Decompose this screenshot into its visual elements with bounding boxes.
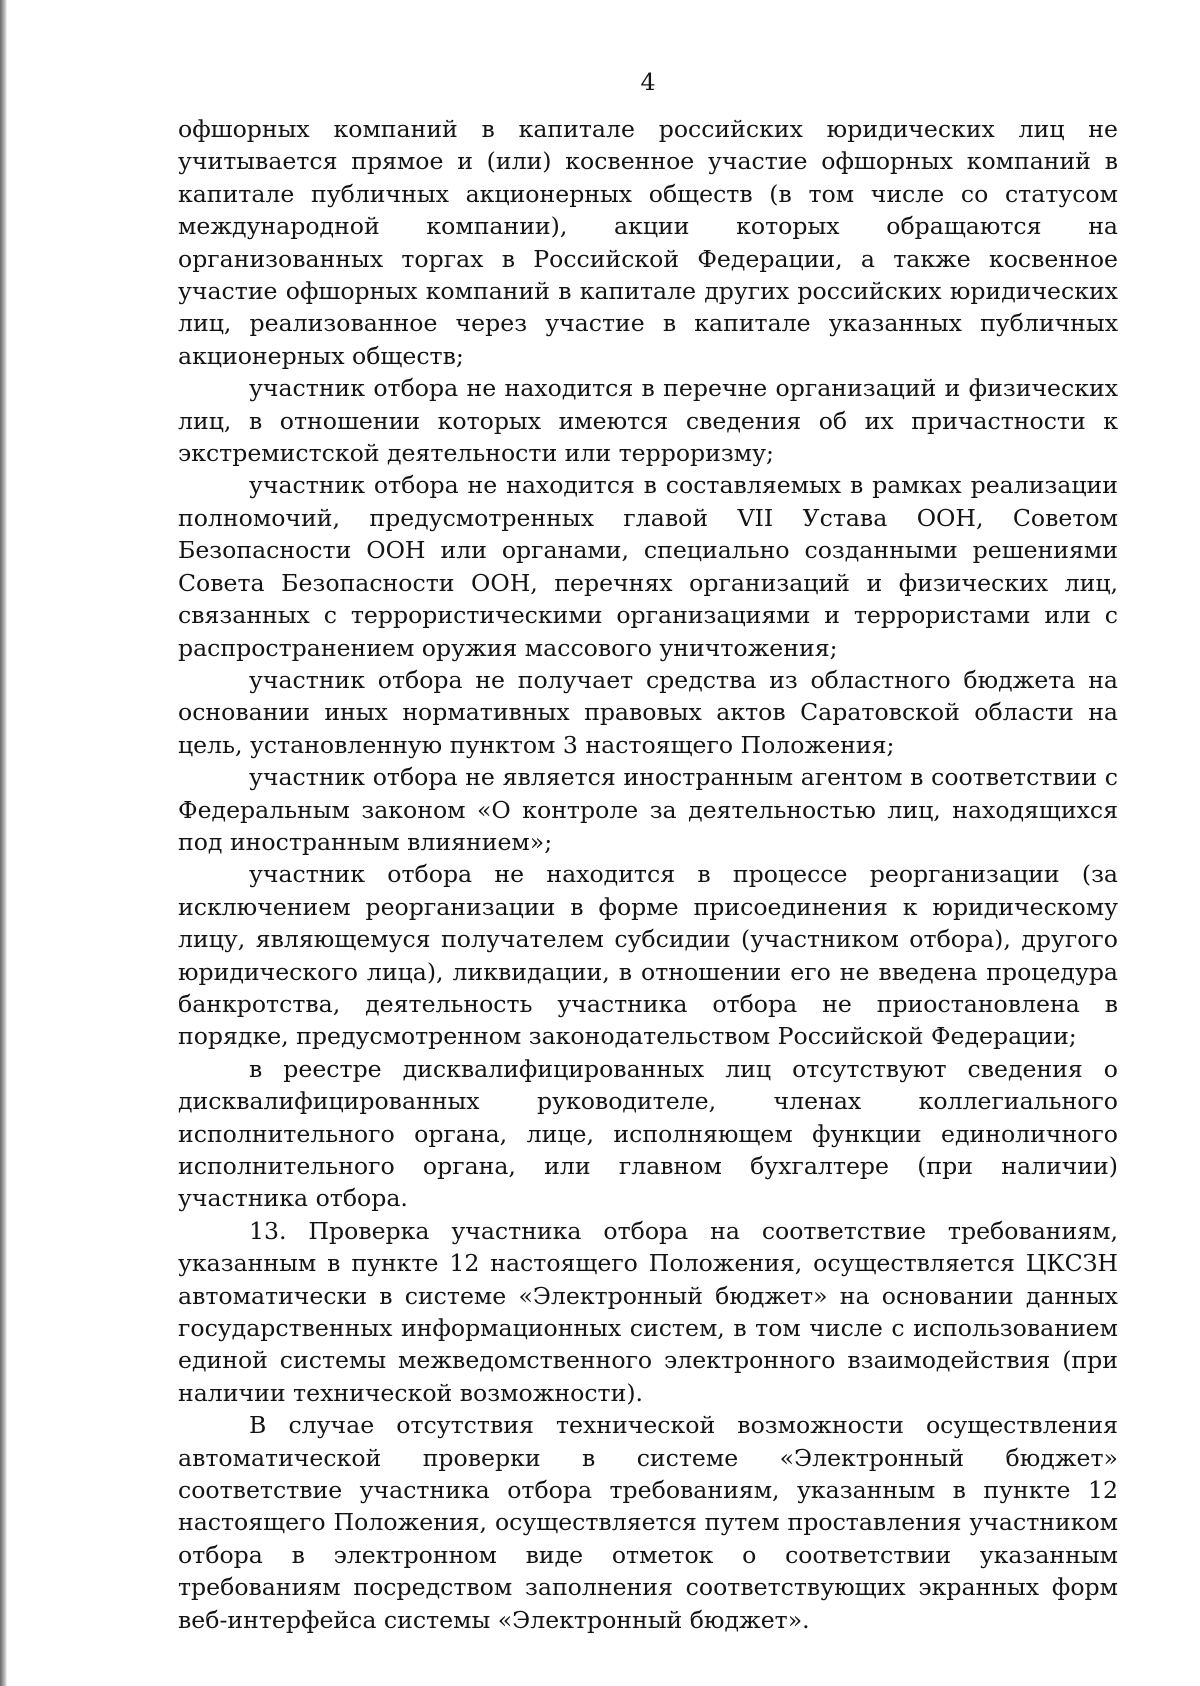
paragraph-offshore-continuation: офшорных компаний в капитале российских юридических лиц не учитывается прямое и (или) косвенное участие офшорных компаний в капитале публичных акционерных обществ (в том числе со статусом международной компании), акции которых обращаются на организованных торгах в Российской Федерации, а также косвенное участие офшорных компаний в капитале других российских юридических лиц, реализованное через участие в капитале указанных публичных акционерных обществ; bbox=[178, 115, 1118, 370]
document-page bbox=[178, 0, 1118, 1686]
paragraph-reorganization: участник отбора не находится в процессе реорганизации (за исключением реорганизации в форме присоединения к юридическому лицу, являющемуся получателем субсидии (участником отбора), другого юридического лица), ликвидации, в отношении его не введена процедура банкротства, деятельность участника отбора не приостановлена в порядке, предусмотренном законодательством Российской Федерации; bbox=[178, 860, 1118, 1051]
paragraph-item-13: 13. Проверка участника отбора на соответствие требованиям, указанным в пункте 12 настоящего Положения, осуществляется ЦКСЗН автоматически в системе «Электронный бюджет» на основании данных государственных информационных систем, в том числе с использованием единой системы межведомственного электронного взаимодействия (при наличии технической возможности). bbox=[178, 1216, 1118, 1407]
paragraph-regional-budget: участник отбора не получает средства из областного бюджета на основании иных нормативных правовых актов Саратовской области на цель, установленную пунктом 3 настоящего Положения; bbox=[178, 665, 1118, 759]
paragraph-extremism-list: участник отбора не находится в перечне организаций и физических лиц, в отношении которых имеются сведения об их причастности к экстремистской деятельности или терроризму; bbox=[178, 374, 1118, 468]
paragraph-foreign-agent: участник отбора не является иностранным агентом в соответствии с Федеральным законом «О контроле за деятельностью лиц, находящихся под иностранным влиянием»; bbox=[178, 763, 1118, 856]
paragraph-un-lists: участник отбора не находится в составляемых в рамках реализации полномочий, предусмотренных главой VII Устава ООН, Советом Безопасности ООН или органами, специально созданными решениями Совета Безопасности ООН, перечнях организаций и физических лиц, связанных с террористическими организациями и террористами или с распространением оружия массового уничтожения; bbox=[178, 471, 1118, 662]
document-body bbox=[178, 113, 1118, 1636]
page-number: 4 bbox=[640, 68, 656, 96]
paragraph-manual-check: В случае отсутствия технической возможности осуществления автоматической проверки в системе «Электронный бюджет» соответствие участника отбора требованиям, указанным в пункте 12 настоящего Положения, осуществляется путем проставления участником отбора в электронном виде отметок о соответствии указанным требованиям посредством заполнения соответствующих экранных форм веб-интерфейса системы «Электронный бюджет». bbox=[178, 1411, 1118, 1634]
paragraph-disqualified-registry: в реестре дисквалифицированных лиц отсутствуют сведения о дисквалифицированных руководителе, членах коллегиального исполнительного органа, лице, исполняющем функции единоличного исполнительного органа, или главном бухгалтере (при наличии) участника отбора. bbox=[178, 1054, 1118, 1213]
scan-edge bbox=[0, 0, 7, 1686]
